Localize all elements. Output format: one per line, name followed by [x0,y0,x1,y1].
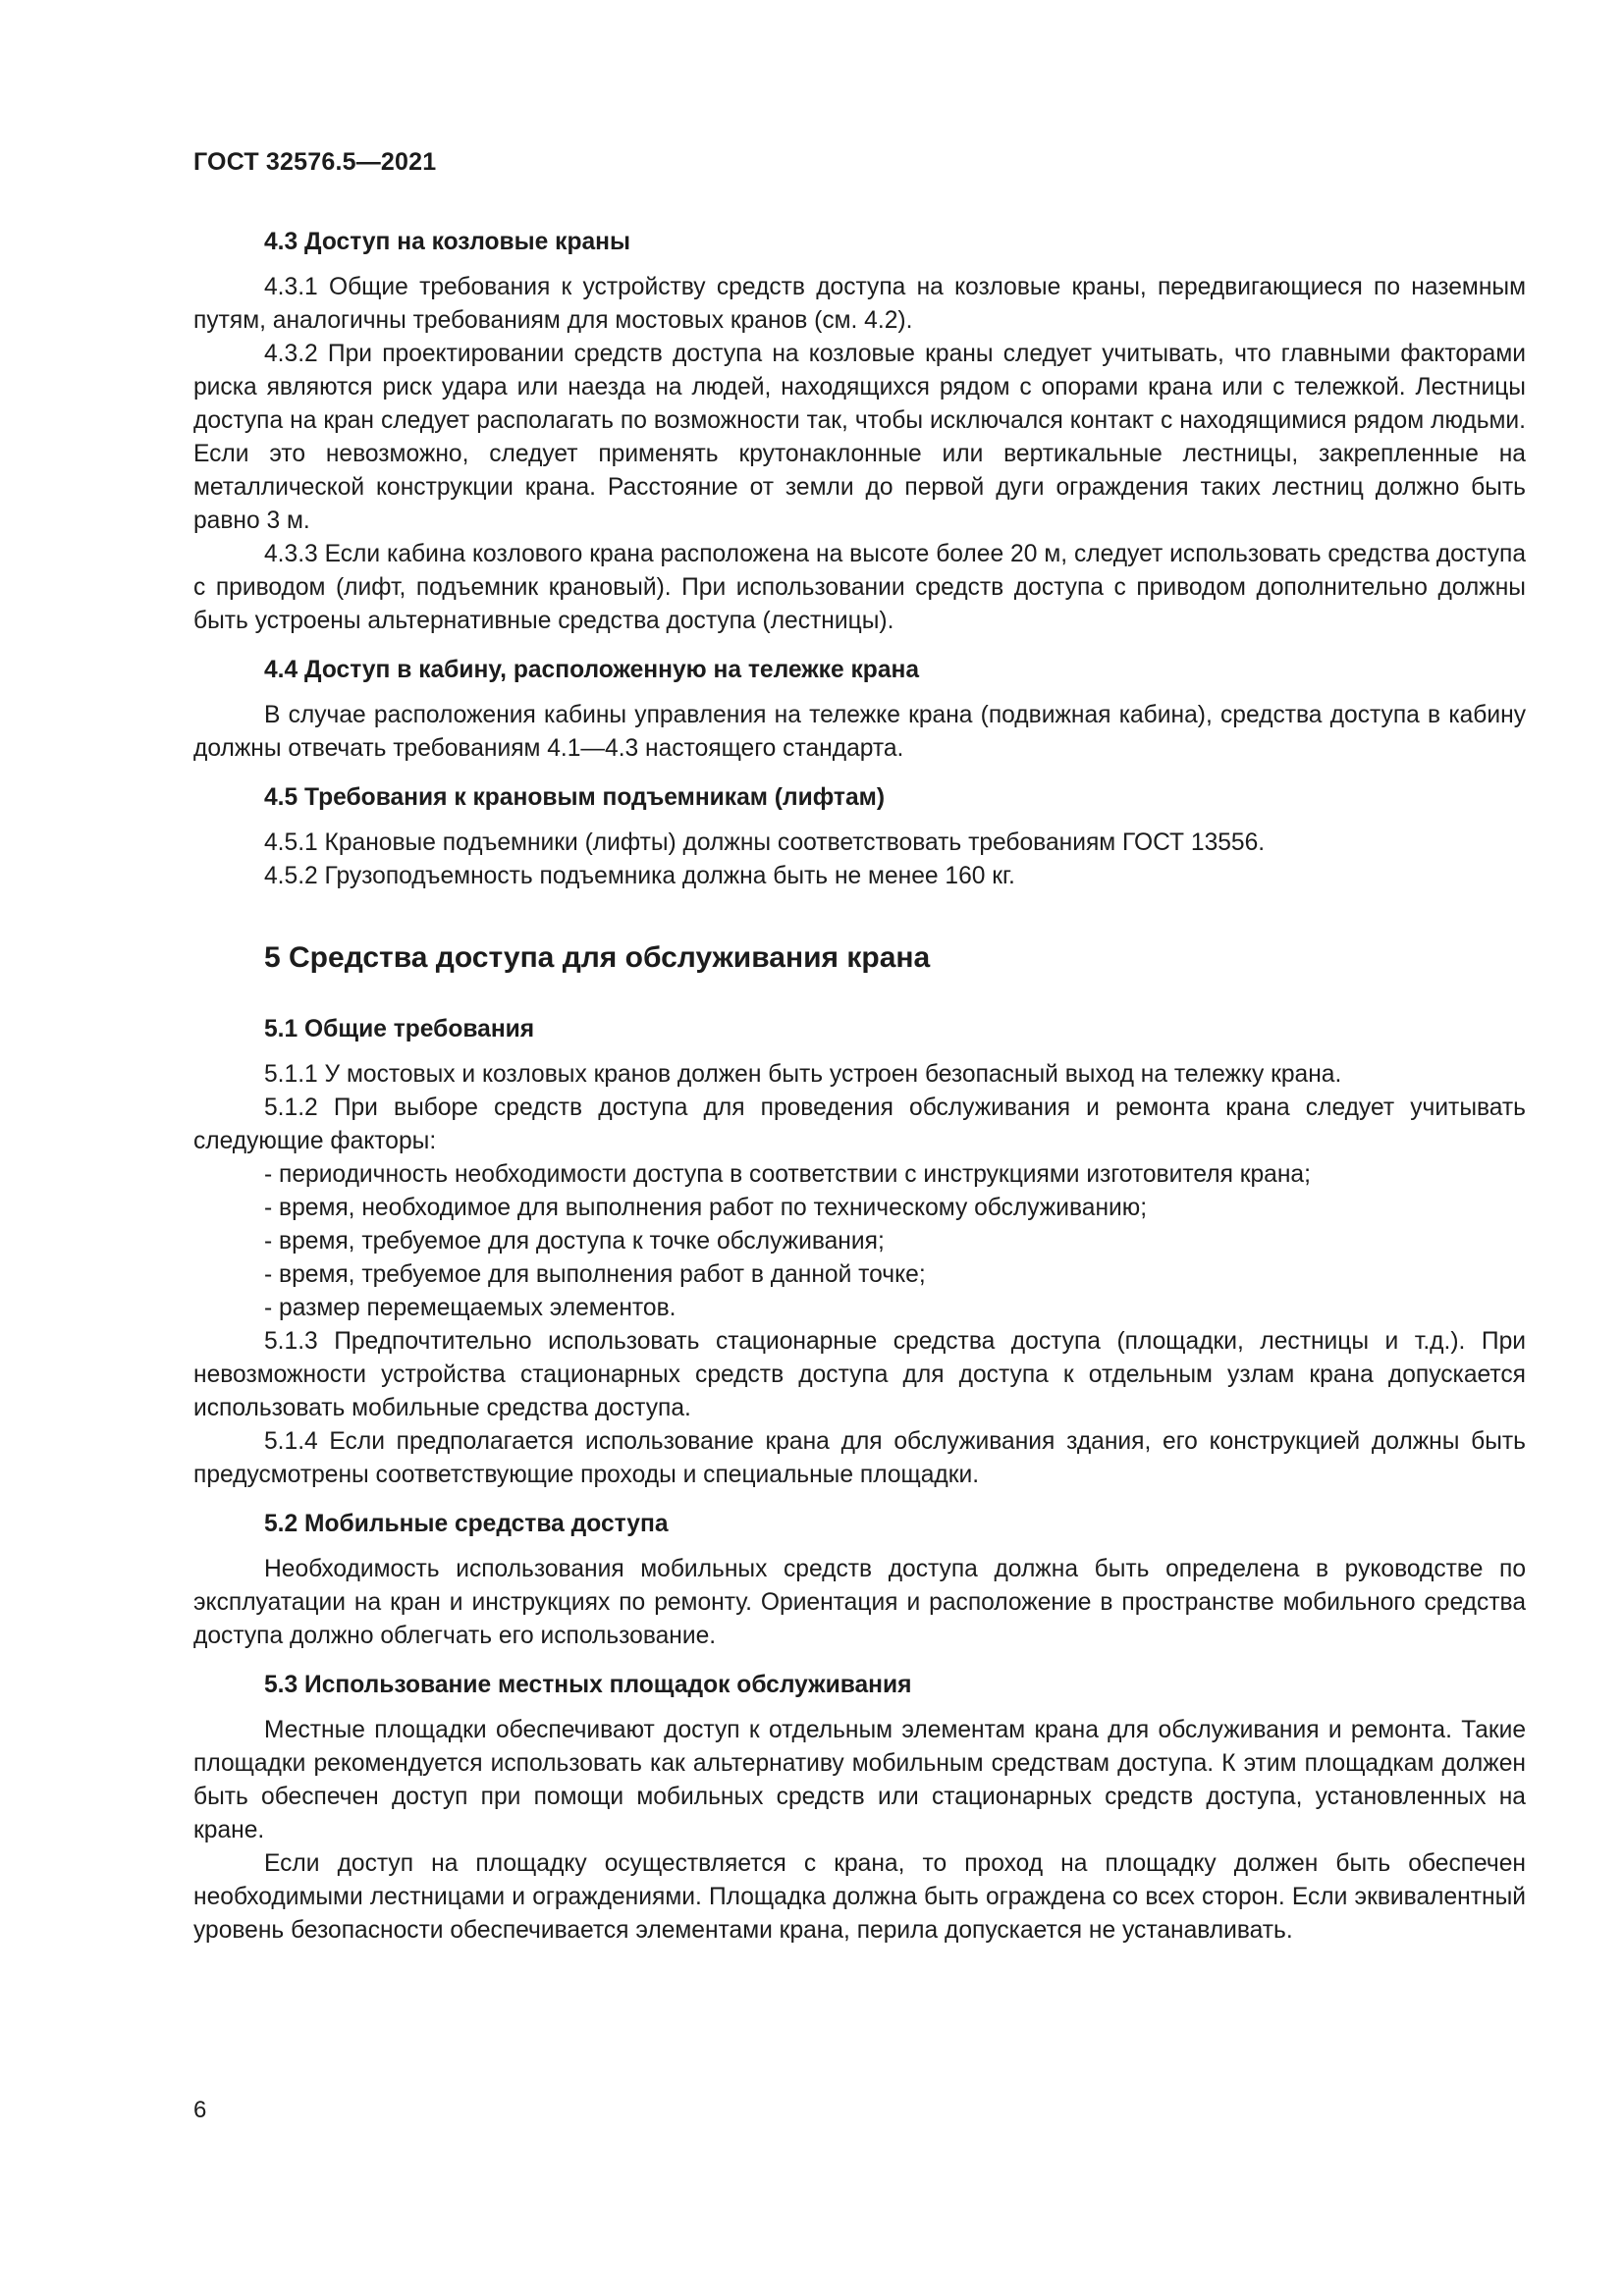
section-title: 4.5 Требования к крановым подъемникам (лифтам) [264,784,886,811]
document-page [193,0,1526,2296]
section-4-4 [193,654,1526,766]
section-5 [193,938,1526,978]
list-item: - размер перемещаемых элементов. [264,1295,677,1321]
list-item: - время, требуемое для выполнения работ в данной точке; [264,1261,926,1288]
document-id-header: ГОСТ 32576.5—2021 [193,148,437,176]
section-title: 5.1 Общие требования [264,1016,535,1042]
list-item: - периодичность необходимости доступа в соответствии с инструкциями изготовителя крана; [264,1161,1311,1188]
chapter-title: 5 Средства доступа для обслуживания крана [264,941,931,974]
list-item: - время, необходимое для выполнения работ по техническому обслуживанию; [264,1195,1148,1221]
section-title: 5.3 Использование местных площадок обслуживания [264,1672,912,1698]
page-content [193,226,1526,1948]
paragraph: 4.3.2 При проектировании средств доступа на козловые краны следует учитывать, что главными факторами риска являются риск удара или наезда на людей, находящихся рядом с опорами крана или с тележкой. Лестницы доступа на кран следует располагать по возможности так, чтобы исключался контакт с находящимися рядом людьми. Если это невозможно, следует применять крутонаклонные или вертикальные лестницы, закрепленные на металлической конструкции крана. Расстояние от земли до первой дуги ограждения таких лестниц должно быть равно 3 м. [193,341,1526,534]
paragraph: 4.5.2 Грузоподъемность подъемника должна быть не менее 160 кг. [264,863,1015,889]
section-5-2 [193,1508,1526,1653]
section-4-5 [193,781,1526,893]
list-item: - время, требуемое для доступа к точке обслуживания; [264,1228,885,1255]
section-4-3 [193,226,1526,638]
paragraph: 5.1.2 При выборе средств доступа для проведения обслуживания и ремонта крана следует учитывать следующие факторы: [193,1095,1526,1154]
section-title: 4.4 Доступ в кабину, расположенную на тележке крана [264,657,920,683]
page-number: 6 [193,2097,207,2123]
paragraph: 5.1.4 Если предполагается использование крана для обслуживания здания, его конструкцией должны быть предусмотрены соответствующие проходы и специальные площадки. [193,1428,1526,1488]
paragraph: 4.3.1 Общие требования к устройству средств доступа на козловые краны, передвигающиеся по наземным путям, аналогичны требованиям для мостовых кранов (см. 4.2). [193,274,1526,334]
section-5-3 [193,1669,1526,1948]
paragraph: 5.1.1 У мостовых и козловых кранов должен быть устроен безопасный выход на тележку крана. [264,1061,1342,1088]
section-title: 4.3 Доступ на козловые краны [264,229,631,255]
factors-list [193,1158,1526,1325]
paragraph: В случае расположения кабины управления на тележке крана (подвижная кабина), средства доступа в кабину должны отвечать требованиям 4.1—4.3 настоящего стандарта. [193,702,1526,762]
section-title: 5.2 Мобильные средства доступа [264,1511,669,1537]
paragraph: Необходимость использования мобильных средств доступа должна быть определена в руководстве по эксплуатации на кран и инструкциях по ремонту. Ориентация и расположение в пространстве мобильного средства доступа должно облегчать его использование. [193,1556,1526,1649]
paragraph: 4.3.3 Если кабина козлового крана расположена на высоте более 20 м, следует использовать средства доступа с приводом (лифт, подъемник крановый). При использовании средств доступа с приводом дополнительно должны быть устроены альтернативные средства доступа (лестницы). [193,541,1526,634]
paragraph: 5.1.3 Предпочтительно использовать стационарные средства доступа (площадки, лестницы и т.д.). При невозможности устройства стационарных средств доступа для доступа к отдельным узлам крана допускается использовать мобильные средства доступа. [193,1328,1526,1421]
paragraph: Местные площадки обеспечивают доступ к отдельным элементам крана для обслуживания и ремонта. Такие площадки рекомендуется использовать как альтернативу мобильным средствам доступа. К этим площадкам должен быть обеспечен доступ при помощи мобильных средств или стационарных средств доступа, установленных на кране. [193,1717,1526,1843]
paragraph: Если доступ на площадку осуществляется с крана, то проход на площадку должен быть обеспечен необходимыми лестницами и ограждениями. Площадка должна быть ограждена со всех сторон. Если эквивалентный уровень безопасности обеспечивается элементами крана, перила допускается не устанавливать. [193,1850,1526,1944]
section-5-1 [193,1013,1526,1492]
paragraph: 4.5.1 Крановые подъемники (лифты) должны соответствовать требованиям ГОСТ 13556. [264,829,1266,856]
